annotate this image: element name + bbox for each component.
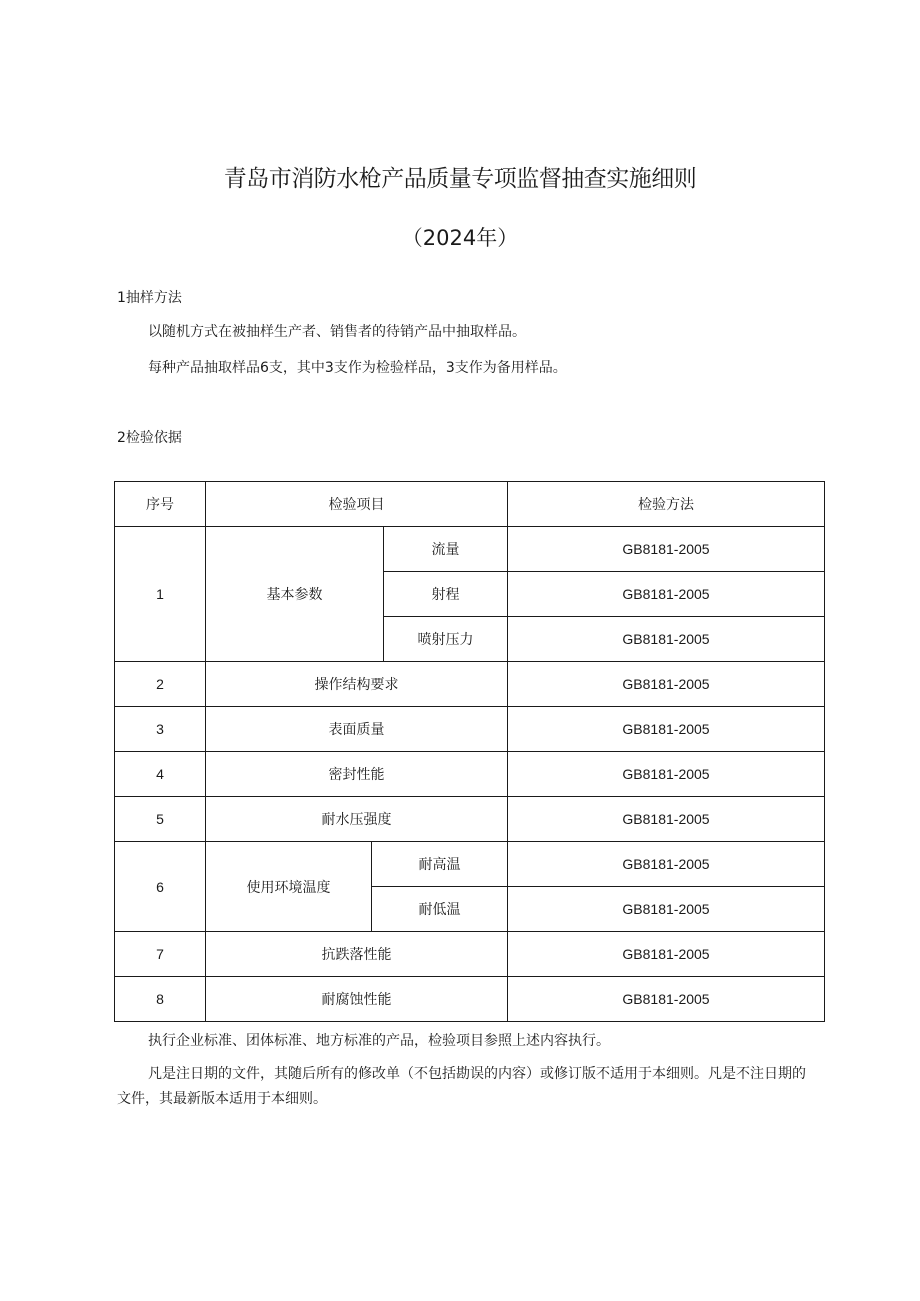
row-no: 8: [115, 977, 206, 1022]
header-item: 检验项目: [206, 482, 508, 527]
row-method: GB8181-2005: [508, 932, 825, 977]
footer-paragraph-1: 执行企业标准、团体标准、地方标准的产品，检验项目参照上述内容执行。: [148, 1033, 610, 1049]
table-row: [115, 797, 825, 842]
row-no: 4: [115, 752, 206, 797]
row-subitem: 射程: [384, 572, 508, 617]
table-row: [115, 977, 825, 1022]
row-no: 2: [115, 662, 206, 707]
row-subitem: 喷射压力: [384, 617, 508, 662]
row-item: 操作结构要求: [206, 662, 508, 707]
row-subitem: 耐低温: [372, 887, 508, 932]
row-no: 3: [115, 707, 206, 752]
header-method: 检验方法: [508, 482, 825, 527]
row-method: GB8181-2005: [508, 707, 825, 752]
row-method: GB8181-2005: [508, 572, 825, 617]
row-method: GB8181-2005: [508, 842, 825, 887]
section-heading-sampling: 1抽样方法: [117, 290, 182, 306]
row-group: 基本参数: [206, 527, 384, 662]
sampling-paragraph-2: 每种产品抽取样品6支，其中3支作为检验样品，3支作为备用样品。: [148, 360, 567, 376]
table-row: [115, 662, 825, 707]
section-heading-basis: 2检验依据: [117, 430, 182, 446]
row-method: GB8181-2005: [508, 527, 825, 572]
row-subitem: 流量: [384, 527, 508, 572]
page-title: 青岛市消防水枪产品质量专项监督抽查实施细则: [223, 166, 697, 192]
row-method: GB8181-2005: [508, 617, 825, 662]
sampling-paragraph-1: 以随机方式在被抽样生产者、销售者的待销产品中抽取样品。: [148, 324, 526, 340]
row-no: 5: [115, 797, 206, 842]
page-subtitle: （2024年）: [401, 226, 519, 250]
row-item: 抗跌落性能: [206, 932, 508, 977]
row-method: GB8181-2005: [508, 887, 825, 932]
row-subitem: 耐高温: [372, 842, 508, 887]
row-method: GB8181-2005: [508, 662, 825, 707]
footer-paragraph-2: 凡是注日期的文件，其随后所有的修改单（不包括勘误的内容）或修订版不适用于本细则。凡是不注日期的文件，其最新版本适用于本细则。: [117, 1066, 806, 1107]
inspection-table: [114, 481, 825, 1022]
table-row: [115, 752, 825, 797]
row-no: 7: [115, 932, 206, 977]
row-method: GB8181-2005: [508, 797, 825, 842]
header-no: 序号: [115, 482, 206, 527]
table-header-row: [115, 482, 825, 527]
row-no: 1: [115, 527, 206, 662]
row-no: 6: [115, 842, 206, 932]
table-row: [115, 707, 825, 752]
row-method: GB8181-2005: [508, 977, 825, 1022]
table-row: [115, 527, 825, 572]
row-method: GB8181-2005: [508, 752, 825, 797]
table-row: [115, 932, 825, 977]
row-group: 使用环境温度: [206, 842, 372, 932]
row-item: 密封性能: [206, 752, 508, 797]
row-item: 表面质量: [206, 707, 508, 752]
row-item: 耐水压强度: [206, 797, 508, 842]
row-item: 耐腐蚀性能: [206, 977, 508, 1022]
table-row: [115, 842, 825, 887]
